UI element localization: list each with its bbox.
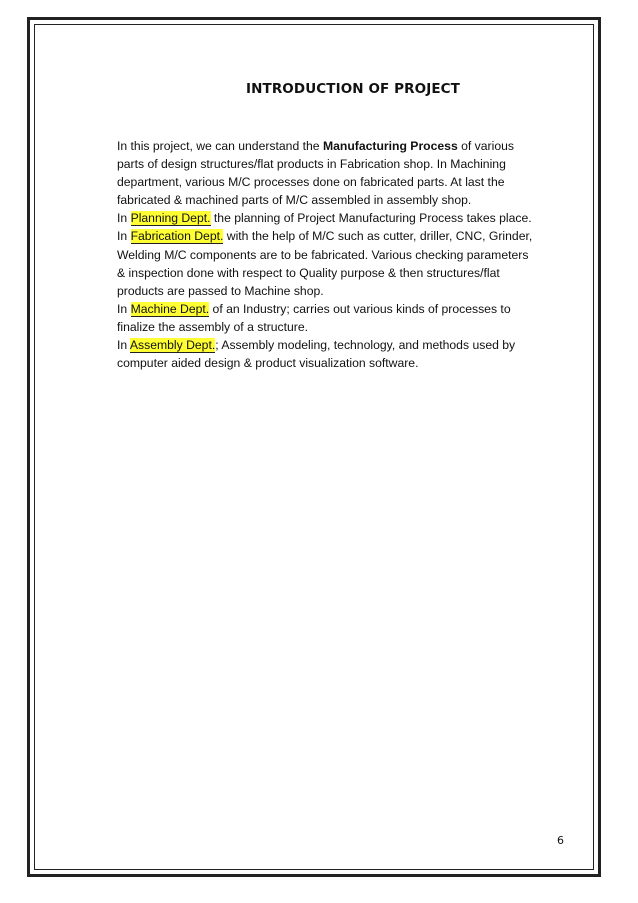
bold-term-manufacturing-process: Manufacturing Process bbox=[322, 139, 458, 153]
highlight-assembly-dept: Assembly Dept. bbox=[129, 338, 216, 353]
paragraph-line bbox=[117, 137, 562, 155]
highlight-fabrication-dept: Fabrication Dept. bbox=[130, 229, 224, 244]
introduction-paragraph bbox=[117, 137, 562, 372]
text-run: In bbox=[117, 338, 130, 353]
paragraph-line bbox=[117, 227, 562, 245]
highlight-planning-dept: Planning Dept. bbox=[130, 211, 211, 226]
text-run: of various bbox=[457, 139, 514, 153]
paragraph-line: computer aided design & product visualization software. bbox=[117, 356, 419, 371]
text-run: In bbox=[117, 211, 131, 226]
paragraph-line: finalize the assembly of a structure. bbox=[117, 319, 309, 334]
paragraph-line: fabricated & machined parts of M/C assembled in assembly shop. bbox=[117, 193, 472, 208]
paragraph-line: department, various M/C processes done on fabricated parts. At last the bbox=[117, 175, 505, 190]
highlight-machine-dept: Machine Dept. bbox=[130, 301, 210, 316]
paragraph-line: parts of design structures/flat products in Fabrication shop. In Machining bbox=[117, 157, 506, 172]
paragraph-line bbox=[117, 300, 562, 318]
paragraph-line: & inspection done with respect to Quality purpose & then structures/flat bbox=[117, 265, 500, 280]
page-title: INTRODUCTION OF PROJECT bbox=[245, 81, 460, 97]
paragraph-line bbox=[117, 336, 562, 354]
text-run: the planning of Project Manufacturing Process takes place. bbox=[210, 211, 532, 226]
text-run: with the help of M/C such as cutter, driller, CNC, Grinder, bbox=[223, 229, 533, 244]
page-number: 6 bbox=[557, 834, 564, 847]
paragraph-line bbox=[117, 209, 562, 227]
text-run: In this project, we can understand the bbox=[117, 139, 323, 153]
text-run: ; Assembly modeling, technology, and methods used by bbox=[215, 338, 516, 353]
text-run: In bbox=[117, 229, 131, 244]
paragraph-line: products are passed to Machine shop. bbox=[117, 283, 324, 298]
text-run: of an Industry; carries out various kinds of processes to bbox=[209, 301, 511, 316]
text-run: In bbox=[117, 301, 131, 316]
paragraph-line: Welding M/C components are to be fabricated. Various checking parameters bbox=[117, 247, 529, 262]
